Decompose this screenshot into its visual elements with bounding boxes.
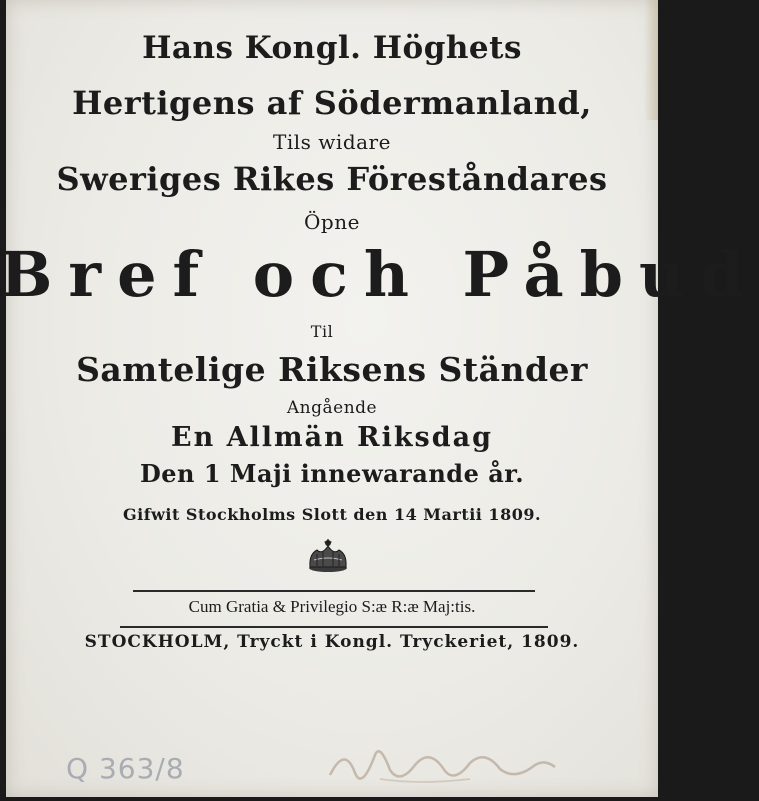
title-line-10: En Allmän Riksdag bbox=[170, 422, 494, 453]
shelfmark-annotation: Q 363/8 bbox=[66, 752, 185, 785]
title-line-1: Hans Kongl. Höghets bbox=[142, 30, 522, 66]
title-line-2: Hertigens af Södermanland, bbox=[72, 84, 592, 122]
title-line-11: Den 1 Maji innewarande år. bbox=[139, 459, 525, 488]
privilege-line: Cum Gratia & Privilegio S:æ R:æ Maj:tis. bbox=[188, 597, 476, 616]
title-line-4: Sweriges Rikes Föreståndares bbox=[56, 160, 608, 198]
divider-rule-bottom bbox=[120, 626, 548, 628]
dateline: Gifwit Stockholms Slott den 14 Martii 1809. bbox=[122, 505, 542, 524]
title-line-5: Öpne bbox=[304, 210, 360, 234]
title-line-3: Tils widare bbox=[273, 130, 391, 154]
main-title: Bref och Påbud bbox=[0, 238, 759, 311]
handwritten-signature bbox=[320, 735, 560, 795]
title-line-9: Angående bbox=[286, 398, 378, 418]
printer-line: STOCKHOLM, Tryckt i Kongl. Tryckeriet, 1809. bbox=[84, 632, 580, 652]
title-line-8: Samtelige Riksens Ständer bbox=[76, 350, 588, 389]
title-line-7: Til bbox=[310, 322, 334, 341]
divider-rule-top bbox=[133, 590, 535, 592]
crown-icon bbox=[305, 538, 351, 574]
